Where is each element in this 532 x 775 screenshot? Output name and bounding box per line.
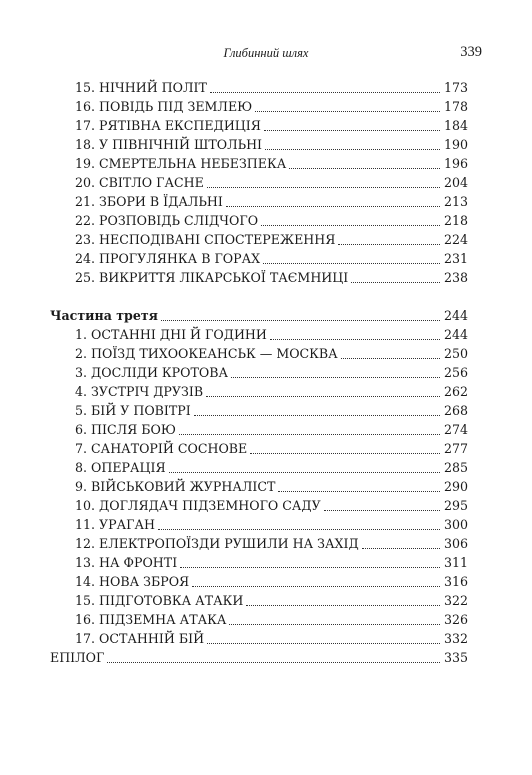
toc-entry (75, 363, 468, 382)
toc-entry (75, 192, 468, 211)
entry-label: 10. ДОГЛЯДАЧ ПІДЗЕМНОГО САДУ (75, 498, 321, 513)
entry-page: 178 (443, 99, 468, 114)
running-title: Глибинний шлях (223, 46, 309, 60)
toc-entry (75, 135, 468, 154)
entry-label: 4. ЗУСТРІЧ ДРУЗІВ (75, 384, 204, 399)
entry-page: 204 (443, 175, 468, 190)
table-of-contents (50, 0, 468, 775)
entry-label: 5. БІЙ У ПОВІТРІ (75, 403, 191, 418)
dot-leader (265, 149, 440, 150)
dot-leader (158, 529, 440, 530)
entry-label: 8. ОПЕРАЦІЯ (75, 460, 166, 475)
entry-page: 213 (443, 194, 468, 209)
toc-entry (75, 268, 468, 287)
dot-leader (289, 168, 440, 169)
entry-page: 244 (443, 308, 468, 323)
entry-page: 262 (443, 384, 468, 399)
entry-label: 16. ПІДЗЕМНА АТАКА (75, 612, 227, 627)
entry-page: 238 (443, 270, 468, 285)
entry-page: 295 (443, 498, 468, 513)
toc-entry (75, 439, 468, 458)
entry-label: 14. НОВА ЗБРОЯ (75, 574, 190, 589)
dot-leader (263, 263, 440, 264)
part-label: Частина третя (50, 308, 158, 323)
entry-label: 17. ОСТАННІЙ БІЙ (75, 631, 205, 646)
dot-leader (161, 320, 440, 321)
dot-leader (250, 453, 440, 454)
entry-label: 11. УРАГАН (75, 517, 156, 532)
toc-entry (75, 591, 468, 610)
entry-page: 306 (443, 536, 468, 551)
entry-page: 326 (443, 612, 468, 627)
entry-label: 15. НІЧНИЙ ПОЛІТ (75, 80, 207, 95)
dot-leader (278, 491, 440, 492)
entry-page: 277 (443, 441, 468, 456)
toc-entry (75, 325, 468, 344)
dot-leader (362, 548, 440, 549)
entry-label: 3. ДОСЛІДИ КРОТОВА (75, 365, 228, 380)
entry-label: 19. СМЕРТЕЛЬНА НЕБЕЗПЕКА (75, 156, 287, 171)
dot-leader (246, 605, 440, 606)
toc-epilogue (50, 648, 468, 667)
dot-leader (210, 92, 440, 93)
toc-entry (75, 534, 468, 553)
dot-leader (255, 111, 440, 112)
entry-page: 311 (443, 555, 468, 570)
entry-label: 23. НЕСПОДІВАНІ СПОСТЕРЕЖЕННЯ (75, 232, 336, 247)
entry-label: 25. ВИКРИТТЯ ЛІКАРСЬКОЇ ТАЄМНИЦІ (75, 270, 349, 285)
dot-leader (261, 225, 440, 226)
toc-entry (75, 382, 468, 401)
entry-label: 24. ПРОГУЛЯНКА В ГОРАХ (75, 251, 261, 266)
toc-part-heading (50, 306, 468, 325)
entry-label: 2. ПОЇЗД ТИХООКЕАНСЬК — МОСКВА (75, 346, 338, 361)
entry-label: 7. САНАТОРІЙ СОСНОВЕ (75, 441, 248, 456)
dot-leader (341, 358, 440, 359)
toc-entry (75, 344, 468, 363)
entry-label: ЕПІЛОГ (50, 650, 105, 665)
entry-label: 16. ПОВІДЬ ПІД ЗЕМЛЕЮ (75, 99, 253, 114)
entry-label: 6. ПІСЛЯ БОЮ (75, 422, 176, 437)
dot-leader (206, 396, 440, 397)
dot-leader (207, 187, 440, 188)
toc-entry (75, 116, 468, 135)
entry-page: 196 (443, 156, 468, 171)
entry-page: 274 (443, 422, 468, 437)
entry-page: 218 (443, 213, 468, 228)
entry-page: 250 (443, 346, 468, 361)
entry-label: 17. РЯТІВНА ЕКСПЕДИЦІЯ (75, 118, 261, 133)
entry-page: 268 (443, 403, 468, 418)
entry-page: 244 (443, 327, 468, 342)
toc-entry (75, 572, 468, 591)
dot-leader (169, 472, 440, 473)
entry-page: 184 (443, 118, 468, 133)
entry-label: 21. ЗБОРИ В ЇДАЛЬНІ (75, 194, 223, 209)
entry-label: 13. НА ФРОНТІ (75, 555, 178, 570)
toc-entry (75, 420, 468, 439)
entry-label: 18. У ПІВНІЧНІЙ ШТОЛЬНІ (75, 137, 263, 152)
toc-entry (75, 401, 468, 420)
entry-label: 15. ПІДГОТОВКА АТАКИ (75, 593, 244, 608)
entry-label: 1. ОСТАННІ ДНІ Й ГОДИНИ (75, 327, 267, 342)
toc-entry (75, 97, 468, 116)
entry-page: 231 (443, 251, 468, 266)
toc-entry (75, 211, 468, 230)
dot-leader (324, 510, 440, 511)
toc-entry (75, 496, 468, 515)
dot-leader (231, 377, 440, 378)
toc-entry (75, 553, 468, 572)
dot-leader (338, 244, 440, 245)
entry-page: 285 (443, 460, 468, 475)
toc-entry (75, 78, 468, 97)
dot-leader (179, 434, 440, 435)
dot-leader (207, 643, 440, 644)
dot-leader (351, 282, 440, 283)
toc-entry (75, 458, 468, 477)
toc-entry (75, 173, 468, 192)
entry-page: 190 (443, 137, 468, 152)
page-number: 339 (460, 44, 482, 60)
entry-page: 224 (443, 232, 468, 247)
toc-entry (75, 629, 468, 648)
toc-entry (75, 515, 468, 534)
entry-page: 256 (443, 365, 468, 380)
entry-page: 332 (443, 631, 468, 646)
dot-leader (226, 206, 440, 207)
toc-entry (75, 154, 468, 173)
entry-page: 290 (443, 479, 468, 494)
dot-leader (192, 586, 440, 587)
toc-entry (75, 477, 468, 496)
entry-label: 20. СВІТЛО ГАСНЕ (75, 175, 204, 190)
dot-leader (229, 624, 440, 625)
entry-label: 9. ВІЙСЬКОВИЙ ЖУРНАЛІСТ (75, 479, 276, 494)
dot-leader (180, 567, 440, 568)
entry-label: 12. ЕЛЕКТРОПОЇЗДИ РУШИЛИ НА ЗАХІД (75, 536, 359, 551)
dot-leader (264, 130, 440, 131)
toc-entry (75, 249, 468, 268)
entry-label: 22. РОЗПОВІДЬ СЛІДЧОГО (75, 213, 259, 228)
toc-entry (75, 610, 468, 629)
toc-entry (75, 230, 468, 249)
dot-leader (270, 339, 440, 340)
entry-page: 300 (443, 517, 468, 532)
entry-page: 335 (443, 650, 468, 665)
entry-page: 173 (443, 80, 468, 95)
entry-page: 316 (443, 574, 468, 589)
dot-leader (194, 415, 440, 416)
dot-leader (107, 662, 440, 663)
entry-page: 322 (443, 593, 468, 608)
